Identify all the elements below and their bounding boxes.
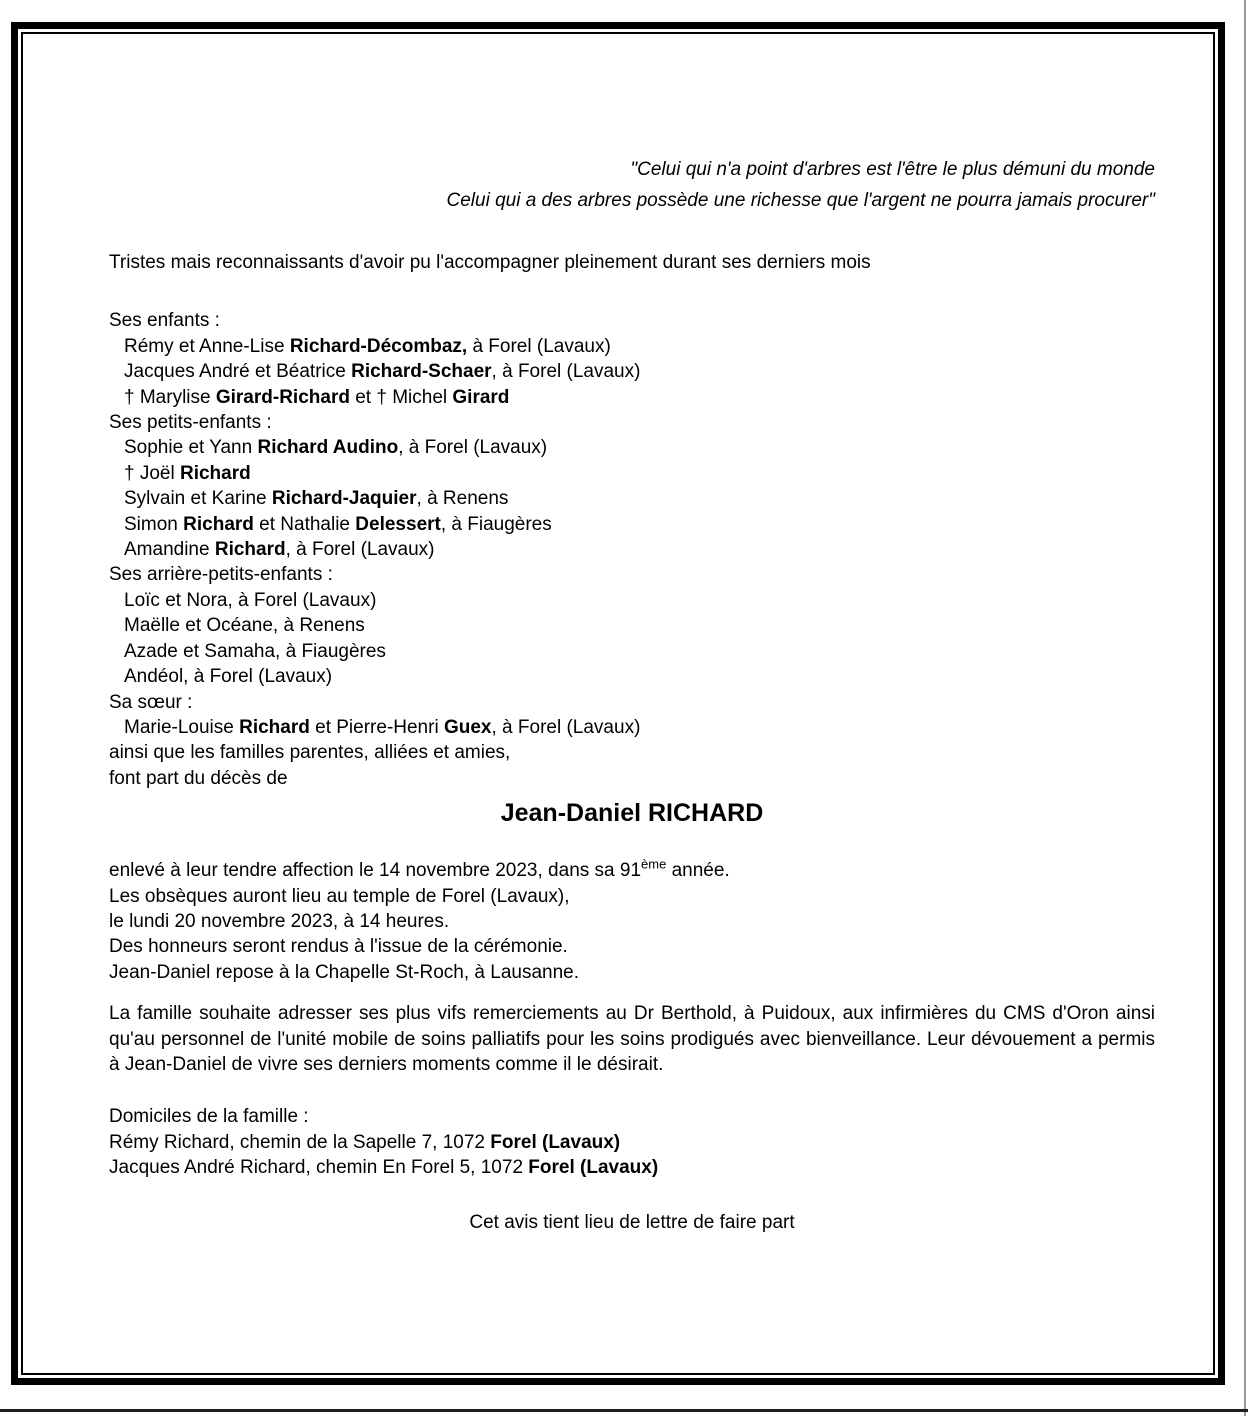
- family-line: Marie-Louise Richard et Pierre-Henri Guex, à Forel (Lavaux): [124, 716, 641, 738]
- family-line: Andéol, à Forel (Lavaux): [124, 666, 333, 688]
- obituary-content: [23, 34, 1213, 1235]
- ceremony-line: Les obsèques auront lieu au temple de Forel (Lavaux),: [109, 885, 570, 907]
- domicile-line: Domiciles de la famille :: [109, 1106, 309, 1128]
- family-line: Simon Richard et Nathalie Delessert, à Fiaugères: [124, 513, 552, 535]
- family-line: font part du décès de: [109, 767, 288, 789]
- family-line: Amandine Richard, à Forel (Lavaux): [124, 539, 435, 561]
- domicile-line: Rémy Richard, chemin de la Sapelle 7, 1072 Forel (Lavaux): [109, 1131, 621, 1153]
- opening-quote: [109, 154, 1155, 216]
- family-line: Sa sœur :: [109, 691, 193, 713]
- ceremony-line: Jean-Daniel repose à la Chapelle St-Roch, à Lausanne.: [109, 961, 580, 983]
- family-line: Ses enfants :: [109, 310, 220, 332]
- ceremony-line: Des honneurs seront rendus à l'issue de la cérémonie.: [109, 936, 568, 958]
- ceremony-details: [109, 858, 1155, 985]
- family-line: Maëlle et Océane, à Renens: [124, 615, 365, 637]
- family-line: † Joël Richard: [124, 462, 251, 484]
- family-line: Azade et Samaha, à Fiaugères: [124, 640, 386, 662]
- thanks-paragraph: La famille souhaite adresser ses plus vifs remerciements au Dr Berthold, à Puidoux, aux infirmières du CMS d'Oron ainsi qu'au personnel de l'unité mobile de soins palliatifs pour les soins prodigués avec bienveillance. Leur dévouement a permis à Jean-Daniel de vivre ses derniers moments comme il le désirait.: [109, 1003, 1155, 1075]
- obituary-page-inner-border: [21, 32, 1215, 1375]
- intro-line: Tristes mais reconnaissants d'avoir pu l'accompagner pleinement durant ses derniers mois: [109, 252, 871, 273]
- ceremony-line: le lundi 20 novembre 2023, à 14 heures.: [109, 910, 450, 932]
- family-line: Sylvain et Karine Richard-Jaquier, à Renens: [124, 488, 509, 510]
- family-list: [109, 308, 1155, 791]
- ceremony-line: enlevé à leur tendre affection le 14 novembre 2023, dans sa 91ème année.: [109, 856, 730, 882]
- screenshot-right-edge: [1244, 0, 1246, 1416]
- quote-line-1: "Celui qui n'a point d'arbres est l'être le plus démuni du monde: [630, 159, 1155, 180]
- family-line: Jacques André et Béatrice Richard-Schaer, à Forel (Lavaux): [124, 361, 641, 383]
- screenshot-bottom-edge: [0, 1409, 1248, 1412]
- domiciles-list: [109, 1104, 1155, 1180]
- deceased-name: Jean-Daniel RICHARD: [500, 799, 764, 828]
- quote-line-2: Celui qui a des arbres possède une richesse que l'argent ne pourra jamais procurer": [446, 190, 1155, 211]
- family-line: Sophie et Yann Richard Audino, à Forel (Lavaux): [124, 437, 548, 459]
- family-line: Ses petits-enfants :: [109, 412, 272, 434]
- family-line: Loïc et Nora, à Forel (Lavaux): [124, 589, 377, 611]
- family-line: ainsi que les familles parentes, alliées et amies,: [109, 742, 511, 764]
- obituary-page-frame: [11, 22, 1225, 1385]
- family-line: † Marylise Girard-Richard et † Michel Girard: [124, 386, 510, 408]
- footer-note: Cet avis tient lieu de lettre de faire part: [469, 1211, 795, 1233]
- family-line: Ses arrière-petits-enfants :: [109, 564, 333, 586]
- family-line: Rémy et Anne-Lise Richard-Décombaz, à Forel (Lavaux): [124, 335, 611, 357]
- domicile-line: Jacques André Richard, chemin En Forel 5, 1072 Forel (Lavaux): [109, 1157, 659, 1179]
